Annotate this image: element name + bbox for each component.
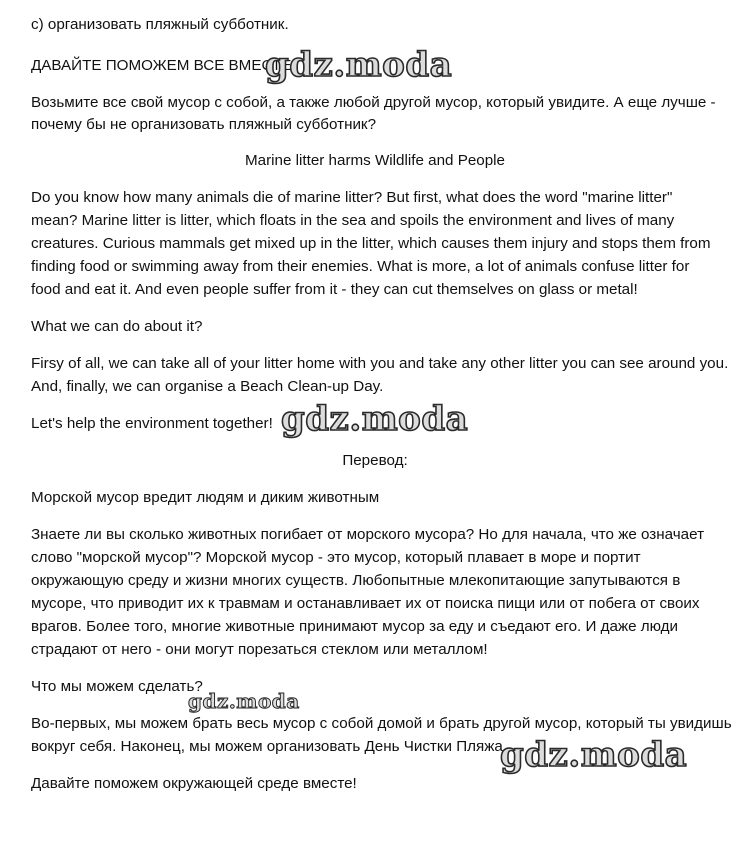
watermark-logo: gdz.moda: [265, 45, 453, 85]
paragraph-4-line: Во-первых, мы можем брать весь мусор с собой домой и брать другой мусор, который ты увидишь: [31, 715, 732, 732]
paragraph-3-line: слово "морской мусор"? Морской мусор - это мусор, который плавает в море и портит: [31, 549, 641, 566]
title-english: Marine litter harms Wildlife and People: [245, 152, 505, 169]
watermark-logo: gdz.moda: [281, 399, 469, 439]
paragraph-2-line: Firsy of all, we can take all of your litter home with you and take any other litter you can see around you.: [31, 355, 729, 372]
paragraph-1-line: food and eat it. And even people suffer from it - they can cut themselves on glass or metal!: [31, 281, 638, 298]
question-russian: Что мы можем сделать?: [31, 678, 203, 695]
paragraph-1-line: creatures. Curious mammals get mixed up in the litter, which causes them injury and stops them from: [31, 235, 711, 252]
text-line-heading-ru: ДАВАЙТЕ ПОМОЖЕМ ВСЕ ВМЕСТЕ: [31, 57, 292, 74]
paragraph-1-line: Do you know how many animals die of marine litter? But first, what does the word "marine litter": [31, 189, 673, 206]
watermark-logo: gdz.moda: [500, 735, 688, 775]
translation-label: Перевод:: [342, 452, 408, 469]
text-line-task-c: с) организовать пляжный субботник.: [31, 16, 289, 33]
paragraph-4-line: вокруг себя. Наконец, мы можем организовать День Чистки Пляжа.: [31, 738, 508, 755]
paragraph-1-line: finding food or swimming away from their enemies. What is more, a lot of animals confuse litter for: [31, 258, 690, 275]
paragraph-1-line: mean? Marine litter is litter, which floats in the sea and spoils the environment and lives of many: [31, 212, 675, 229]
paragraph-3-line: страдают от него - они могут порезаться стеклом или металлом!: [31, 641, 488, 658]
paragraph-3-line: мусоре, что приводит их к травмам и останавливает их от поиска пищи или от побега от своих: [31, 595, 700, 612]
paragraph-2-line: And, finally, we can organise a Beach Clean-up Day.: [31, 378, 384, 395]
text-line-instruction-1: Возьмите все свой мусор с собой, а также любой другой мусор, который увидите. А еще лучше -: [31, 94, 716, 111]
paragraph-3-line: Знаете ли вы сколько животных погибает от морского мусора? Но для начала, что же означает: [31, 526, 705, 543]
watermark-logo: gdz.moda: [188, 689, 300, 713]
text-line-instruction-2: почему бы не организовать пляжный субботник?: [31, 116, 377, 133]
paragraph-3-line: врагов. Более того, многие животные принимают мусор за еду и съедают его. И даже люди: [31, 618, 679, 635]
question-english: What we can do about it?: [31, 318, 203, 335]
paragraph-3-line: окружающую среду и жизни многих существ. Любопытные млекопитающие запутываются в: [31, 572, 681, 589]
closing-english: Let's help the environment together!: [31, 415, 273, 432]
closing-russian: Давайте поможем окружающей среде вместе!: [31, 775, 357, 792]
title-russian: Морской мусор вредит людям и диким животным: [31, 489, 380, 506]
